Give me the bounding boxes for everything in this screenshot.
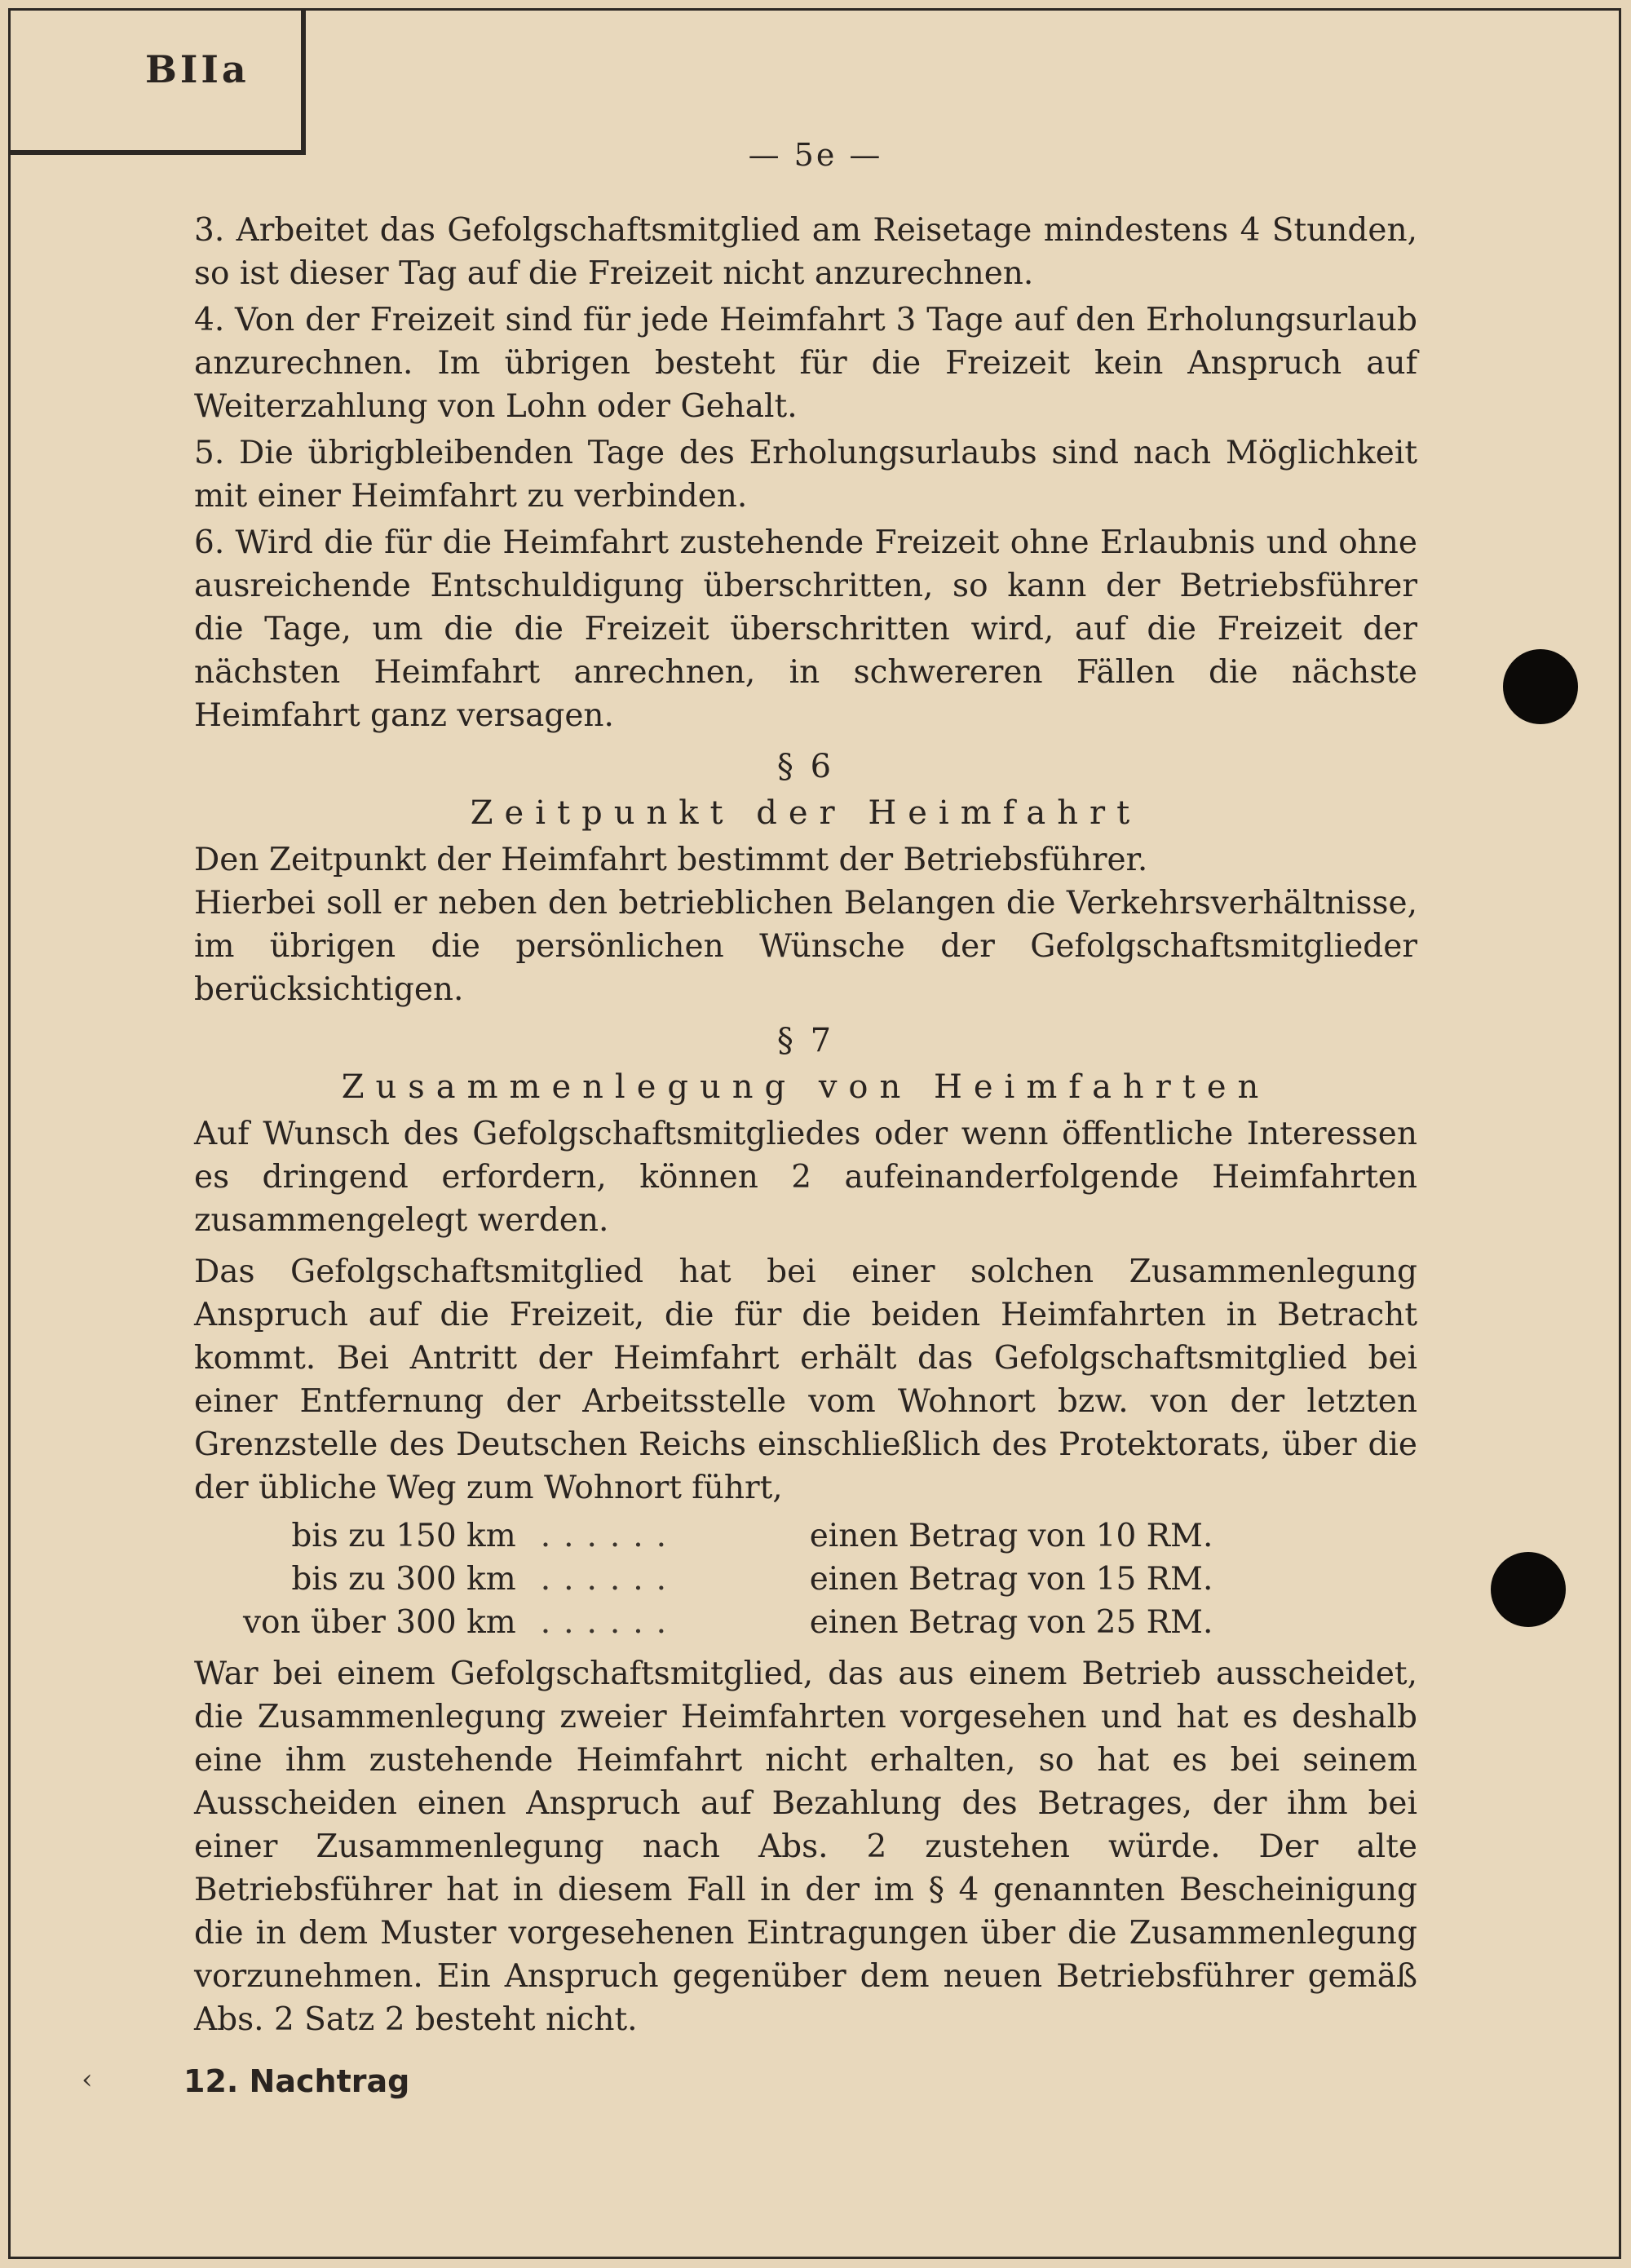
rate-amount: einen Betrag von 25 RM. [809,1604,1213,1641]
paragraph-4: 4. Von der Freizeit sind für jede Heimfahrt 3 Tage auf den Erholungsurlaub anzurechnen. Im übrigen besteht für die Freizeit kein Anspruch auf Weiterzahlung von Lohn oder Gehalt. [194,302,1417,425]
section-7-title: Zusammenlegung von Heimfahrten [341,1068,1271,1106]
section-7-paragraph: Das Gefolgschaftsmitglied hat bei einer solchen Zusammenlegung Anspruch auf die Freizeit, die für die beiden Heimfahrten in Betracht kommt. Bei Antritt der Heimfahrt erhält das Gefolgschaftsmitglied bei einer Entfernung der Arbeitsstelle vom Wohnort bzw. von der letzten Grenzstelle des Deutschen Reichs einschließlich des Protektorats, über die der übliche Weg zum Wohnort führt, [194,1253,1417,1506]
paragraph-5: 5. Die übrigbleibenden Tage des Erholungsurlaubs sind nach Möglichkeit mit einer Heimfahrt zu verbinden. [194,435,1417,515]
section-6-title: Zeitpunkt der Heimfahrt [470,794,1142,832]
rates-table [243,1514,1213,1644]
section-7-paragraph: Auf Wunsch des Gefolgschaftsmitgliedes oder wenn öffentliche Interessen es dringend erfordern, können 2 aufeinanderfolgende Heimfahrten zusammengelegt werden. [194,1116,1417,1239]
punch-hole-lower [1491,1552,1566,1627]
footer-label: 12. Nachtrag [183,2063,410,2099]
paragraph-3: 3. Arbeitet das Gefolgschaftsmitglied am Reisetage mindestens 4 Stunden, so ist dieser Tag auf die Freizeit nicht anzurechnen. [194,212,1417,292]
margin-mark: ‹ [82,2063,93,2096]
rate-leader: ...... [540,1518,680,1554]
section-6-number: § 6 [776,748,835,785]
rate-row [243,1558,1213,1601]
section-7-closing: War bei einem Gefolgschaftsmitglied, das aus einem Betrieb ausscheidet, die Zusammenlegung zweier Heimfahrten vorgesehen und hat es deshalb eine ihm zustehende Heimfahrt nicht erhalten, so hat es bei seinem Ausscheiden einen Anspruch auf Bezahlung des Betrages, der ihm bei einer Zusammenlegung nach Abs. 2 zustehen würde. Der alte Betriebsführer hat in diesem Fall in der im § 4 genannten Bescheinigung die in dem Muster vorgesehenen Eintragungen über die Zusammenlegung vorzunehmen. Ein Anspruch gegenüber dem neuen Betriebsführer gemäß Abs. 2 Satz 2 besteht nicht. [194,1656,1417,2038]
rate-row [243,1514,1213,1558]
rate-row [243,1601,1213,1644]
rate-distance: von über 300 km [243,1604,516,1641]
section-7-number: § 7 [776,1022,835,1059]
section-6-paragraph: Den Zeitpunkt der Heimfahrt bestimmt der Betriebsführer. [194,842,1148,878]
rate-distance: bis zu 150 km [291,1518,516,1554]
section-6-paragraph: Hierbei soll er neben den betrieblichen Belangen die Verkehrsverhältnisse, im übrigen die persönlichen Wünsche der Gefolgschaftsmitglieder berücksichtigen. [194,885,1417,1008]
rate-leader: ...... [540,1604,680,1641]
tab-box [8,8,306,155]
tab-label: BIIa [145,47,250,91]
rate-distance: bis zu 300 km [291,1561,516,1598]
rate-amount: einen Betrag von 15 RM. [809,1561,1213,1598]
paragraph-6: 6. Wird die für die Heimfahrt zustehende Freizeit ohne Erlaubnis und ohne ausreichende Entschuldigung überschritten, so kann der Betriebsführer die Tage, um die die Freizeit überschritten wird, auf die Freizeit der nächsten Heimfahrt anrechnen, in schwereren Fällen die nächste Heimfahrt ganz versagen. [194,524,1417,734]
rate-amount: einen Betrag von 10 RM. [809,1518,1213,1554]
page-number: — 5e — [748,137,883,173]
punch-hole-upper [1503,649,1578,724]
rate-leader: ...... [540,1561,680,1598]
document-body [194,209,1417,2049]
